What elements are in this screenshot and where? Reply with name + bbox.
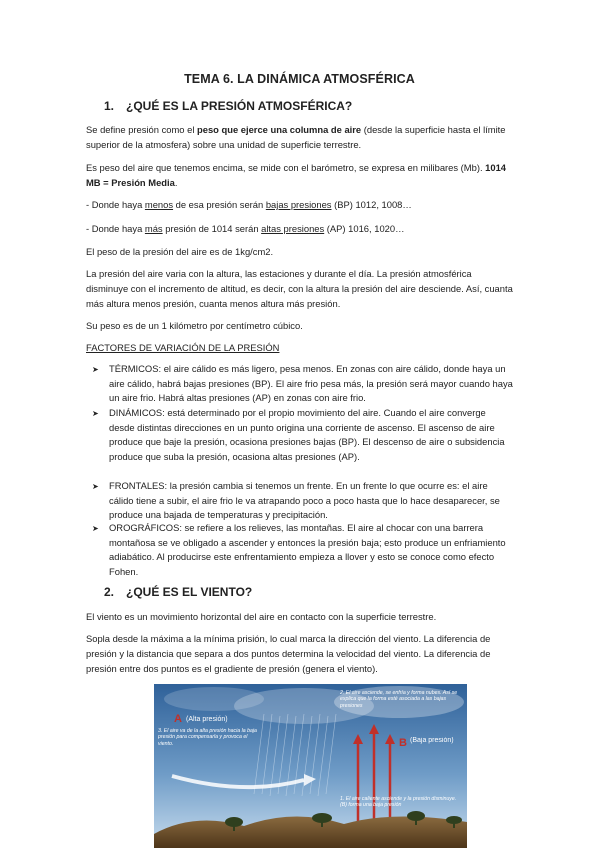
section-1-number: 1. xyxy=(104,99,115,113)
text-run: (BP) 1012, 1008… xyxy=(331,199,412,210)
factors-heading xyxy=(86,340,516,355)
arrow-bullet-icon: ➤ xyxy=(92,482,99,491)
text-run: . xyxy=(174,177,178,188)
illustration-svg xyxy=(154,684,467,848)
underlined-run: bajas presiones xyxy=(265,199,332,210)
label-b-text-box xyxy=(410,737,455,759)
text-run: Es peso del aire que tenemos encima, se mide con el barómetro, se expresa en milibares (Mb). xyxy=(86,162,486,173)
bullet-frontales xyxy=(92,479,513,523)
bold-run: 1014 MB = Presión Media xyxy=(86,162,507,188)
arrow-bullet-icon: ➤ xyxy=(92,524,99,533)
section-2-title: ¿QUÉ ES EL VIENTO? xyxy=(126,585,253,599)
caption-1: 1. El aire caliente asciende y la presión disminuye. (B) forma una baja presión xyxy=(340,796,457,809)
paragraph-definition xyxy=(86,122,516,152)
paragraph-km: Su peso es de un 1 kilómetro por centímetro cúbico. xyxy=(86,320,303,331)
text-run: (desde la superficie hasta el límite superior de la atmosfera) sobre una unidad de superficie terrestre. xyxy=(86,124,506,150)
text-run: (AP) 1016, 1020… xyxy=(324,223,405,234)
text-run: presión de 1014 serán xyxy=(162,223,262,234)
caption-1-box xyxy=(340,796,464,818)
bullet-text: DINÁMICOS: está determinado por el propio movimiento del aire. Cuando el aire converge desde distintas direcciones en un punto origina una corriente de ascenso. El ascenso de aire produce que baje la presión, ocasiona presiones bajas (BP). El descenso de aire o subsidencia produce que suba la presión, ocasiona altas presiones (AP). xyxy=(109,407,505,462)
bullet-text: FRONTALES: la presión cambia si tenemos un frente. En un frente lo que ocurre es: el aire cálido tiene a subir, el aire frio le va atrapando poco a poco hasta que lo hace desaparecer, se produce una bajada de temperaturas y precipitación. xyxy=(109,480,500,521)
arrow-bullet-icon: ➤ xyxy=(92,365,99,374)
section-1-title: ¿QUÉ ES LA PRESIÓN ATMOSFÉRICA? xyxy=(126,99,353,113)
label-b-text: (Baja presión) xyxy=(410,737,454,744)
bold-run: peso que ejerce una columna de aire xyxy=(197,124,362,135)
underlined-run: menos xyxy=(144,199,174,210)
text-run: - Donde haya xyxy=(86,199,145,210)
paragraph-high-pressure xyxy=(86,221,516,236)
page-title: TEMA 6. LA DINÁMICA ATMOSFÉRICA xyxy=(184,72,415,86)
bullet-orograficos xyxy=(92,521,513,579)
paragraph-low-pressure xyxy=(86,197,516,212)
bullet-text: TÉRMICOS: el aire cálido es más ligero, pesa menos. En zonas con aire cálido, donde haya un aire cálido, habrá bajas presiones (BP). El aire frio pesa más, la presión será mayor cuando haya un aire frio. Habrá altas presiones (AP) en zonas con aire frio. xyxy=(109,363,513,404)
paragraph-wind-direction: Sopla desde la máxima a la mínima prisión, lo cual marca la dirección del viento. La diferencia de presión y la distancia que separa a dos puntos determina la velocidad del viento. La diferencia de presión entre dos puntos es el gradiente de presión (genera el viento). xyxy=(86,633,491,674)
factors-heading-text: FACTORES DE VARIACIÓN DE LA PRESIÓN xyxy=(86,342,280,353)
underlined-run: más xyxy=(144,223,163,234)
text-run: Se define presión como el xyxy=(86,124,198,135)
bullet-termicos xyxy=(92,362,513,406)
section-2-heading xyxy=(104,585,252,599)
paragraph-weight: El peso de la presión del aire es de 1kg/cm2. xyxy=(86,246,274,257)
text-run: - Donde haya xyxy=(86,223,145,234)
label-b: B xyxy=(399,737,407,749)
bullet-dinamicos xyxy=(92,406,513,464)
bullet-text: OROGRÁFICOS: se refiere a los relieves, las montañas. El aire al chocar con una barrera montañosa se ve obligado a ascender y entonces la presión baja; esto produce un enfriamiento adiabático. Al producirse este enfrentamiento empieza a llover y esto se conoce como efecto Fohen. xyxy=(109,522,506,577)
label-a: A xyxy=(174,713,182,725)
hills-shape xyxy=(154,816,467,848)
paragraph-altitude: La presión del aire varia con la altura, las estaciones y durante el día. La presión atmosférica disminuye con el incremento de altitud, es decir, con la altura la presión del aire desciende. Así, cuanta más altura menos presión, cuanta menos altura más presión. xyxy=(86,268,513,309)
section-1-heading xyxy=(104,99,352,113)
paragraph-barometer xyxy=(86,160,516,190)
underlined-run: altas presiones xyxy=(261,223,325,234)
text-run: de esa presión serán xyxy=(173,199,266,210)
section-2-number: 2. xyxy=(104,585,115,599)
arrow-bullet-icon: ➤ xyxy=(92,409,99,418)
caption-3-box xyxy=(158,728,263,764)
paragraph-wind-definition: El viento es un movimiento horizontal del aire en contacto con la superficie terrestre. xyxy=(86,611,437,622)
caption-2-box xyxy=(340,690,464,720)
caption-2: 2. El aire asciende, se enfría y forma nubes. Así se explica que la forma esté asociada a las bajas presiones xyxy=(340,690,458,709)
cloud-shape xyxy=(164,687,264,711)
caption-3: 3. El aire va de la alta presión hacia la baja presión para compensarla y provoca el viento. xyxy=(158,728,257,747)
label-a-text: (Alta presión) xyxy=(186,716,228,723)
pressure-wind-illustration xyxy=(154,684,467,848)
